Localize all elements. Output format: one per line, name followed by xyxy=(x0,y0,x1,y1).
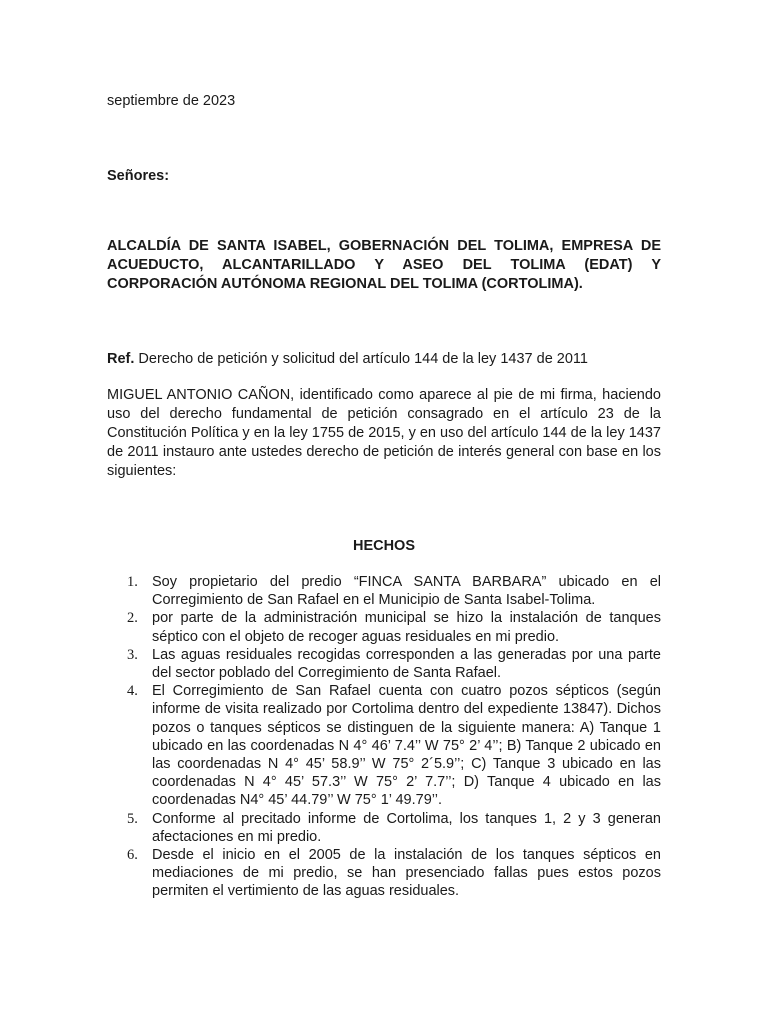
letter-intro-paragraph: MIGUEL ANTONIO CAÑON, identificado como aparece al pie de mi firma, haciendo uso del derecho fundamental de petición consagrado en el artículo 23 de la Constitución Política y en la ley 1755 de 2015, y en uso del artículo 144 de la ley 1437 de 2011 instauro ante ustedes derecho de petición de interés general con base en los siguientes: xyxy=(107,387,661,479)
fact-number: 1. xyxy=(127,574,138,590)
reference-label: Ref. xyxy=(107,351,135,367)
fact-text: por parte de la administración municipal se hizo la instalación de tanques séptico con el objeto de recoger aguas residuales en mi predio. xyxy=(152,610,661,645)
fact-number: 4. xyxy=(127,683,138,700)
fact-number: 2. xyxy=(127,610,138,627)
fact-number: 6. xyxy=(127,847,138,864)
letter-date: septiembre de 2023 xyxy=(107,93,236,109)
fact-item xyxy=(107,573,661,609)
fact-item xyxy=(107,682,661,809)
fact-item xyxy=(107,846,661,901)
fact-item xyxy=(107,609,661,645)
fact-item xyxy=(107,646,661,682)
fact-item xyxy=(107,810,661,846)
fact-text: El Corregimiento de San Rafael cuenta con cuatro pozos sépticos (según informe de visita realizado por Cortolima dentro del expediente 13847). Dichos pozos o tanques sépticos se distinguen de la siguiente manera: A) Tanque 1 ubicado en las coordenadas N 4° 46’ 7.4’’ W 75° 2’ 4’’; B) Tanque 2 ubicado en las coordenadas N 4° 45’ 58.9’’ W 75° 2´5.9’’; C) Tanque 3 ubicado en las coordenadas N 4° 45’ 57.3’’ W 75° 2’ 7.7’’; D) Tanque 4 ubicado en las coordenadas N4° 45’ 44.79’’ W 75° 1’ 49.79’’. xyxy=(152,683,661,809)
reference-text: Derecho de petición y solicitud del artículo 144 de la ley 1437 de 2011 xyxy=(134,351,588,367)
letter-addressee: ALCALDÍA DE SANTA ISABEL, GOBERNACIÓN DEL TOLIMA, EMPRESA DE ACUEDUCTO, ALCANTARILLADO Y ASEO DEL TOLIMA (EDAT) Y CORPORACIÓN AUTÓNOMA REGIONAL DEL TOLIMA (CORTOLIMA). xyxy=(107,238,661,292)
letter-reference xyxy=(107,350,667,369)
fact-number: 3. xyxy=(127,646,138,663)
fact-number: 5. xyxy=(127,810,138,827)
letter-greeting: Señores: xyxy=(107,168,170,184)
fact-text: Desde el inicio en el 2005 de la instalación de los tanques sépticos en mediaciones de mi predio, se han presenciado fallas pues estos pozos permiten el vertimiento de las aguas residuales. xyxy=(152,847,661,900)
facts-list xyxy=(107,573,661,901)
section-title-hechos: HECHOS xyxy=(352,538,416,554)
fact-text: Las aguas residuales recogidas corresponden a las generadas por una parte del sector poblado del Corregimiento de Santa Rafael. xyxy=(152,646,661,682)
fact-text: Soy propietario del predio “FINCA SANTA BARBARA” ubicado en el Corregimiento de San Rafael en el Municipio de Santa Isabel-Tolima. xyxy=(152,574,661,609)
fact-text: Conforme al precitado informe de Cortolima, los tanques 1, 2 y 3 generan afectaciones en mi predio. xyxy=(152,810,661,845)
